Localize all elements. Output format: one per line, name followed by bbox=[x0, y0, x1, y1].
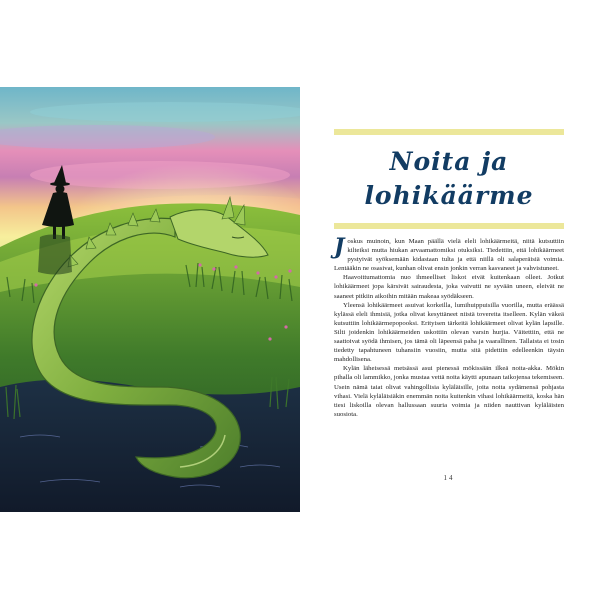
chapter-title-line2: lohikäärme bbox=[364, 181, 534, 210]
paragraph-text: oskus muinoin, kun Maan päällä vielä eleli lohikäärmeitä, niitä kutsuttiin kilteiksi mutta hiukan arvaamattomiksi otuksiksi. Tiedettiin, että lohikäärmeet pystyivät syöksemään kidastaan tulta ja että niillä oli salaperäisiä voimia. Lentääkin ne osasivat, kunhan olivat ensin jonkin verran kasvaneet ja vahvistuneet. bbox=[334, 238, 564, 273]
title-rule-bottom bbox=[334, 223, 564, 229]
paragraph: Haavoittumattomia nuo ihmeelliset liskot eivät kuitenkaan olleet. Jotkut lohikäärmeet jopa kärsivät sairaudesta, joka vaivutti ne syvään uneen, eleivät ne saaneet pitkiin aikoihin mitään makeaa syödäkseen. bbox=[334, 274, 564, 300]
page-number: 14 bbox=[443, 474, 455, 482]
paragraph bbox=[334, 234, 564, 273]
cloud-band bbox=[30, 102, 300, 122]
text-page bbox=[300, 87, 600, 512]
paragraph: Kylän läheisessä metsässä asui pienessä mökissään ilkeä noita-akka. Mökin pihalla oli lammikko, jonka mustaa vettä noita käytti apunaan taikojensa tekemiseen. Usein nämä taiat olivat vahingollisia kyläläisille, joita noita sydämensä pohjasta vihasi. Vielä kyläläisiäkin enemmän noita kuitenkin vihasi lohikäärmeitä, koska hän tiesi liskoilla olevan hallussaan suuria voimia ja niiden nauttivan kyläläisten suosiota. bbox=[334, 365, 564, 418]
title-rule-top bbox=[334, 129, 564, 135]
chapter-title-line1: Noita ja bbox=[389, 147, 509, 176]
paragraph: Yleensä lohikäärmeet asuivat korkeilla, lumihuippuisilla vuorilla, mutta eräässä kylässä eleli ihmisiä, jotka olivat kesyttäneet niistä tovereita itselleen. Kylän väkeä kutsuttiin lohikäärmepopooksi. Erityisen tärkeitä lohikäärmeet olivat kylän lapsille. Silti joidenkin lohikäärmeiden uskottiin olevan varsin hurjia. Väitettiin, että ne saattoivat syödä ihmisen, jos tämä oli läpeensä paha ja vaarallinen. Tallaista ei tosin tiedetty tapahtuneen tuhansiin vuosiin, mutta sitä pidettiin edelleenkin täysin mahdollisena. bbox=[334, 301, 564, 364]
illustration-canvas bbox=[0, 87, 300, 512]
witch-shadow bbox=[38, 235, 72, 275]
drop-cap: J bbox=[334, 234, 345, 260]
chapter-body bbox=[334, 234, 564, 419]
witch-dragon-illustration bbox=[0, 87, 300, 512]
